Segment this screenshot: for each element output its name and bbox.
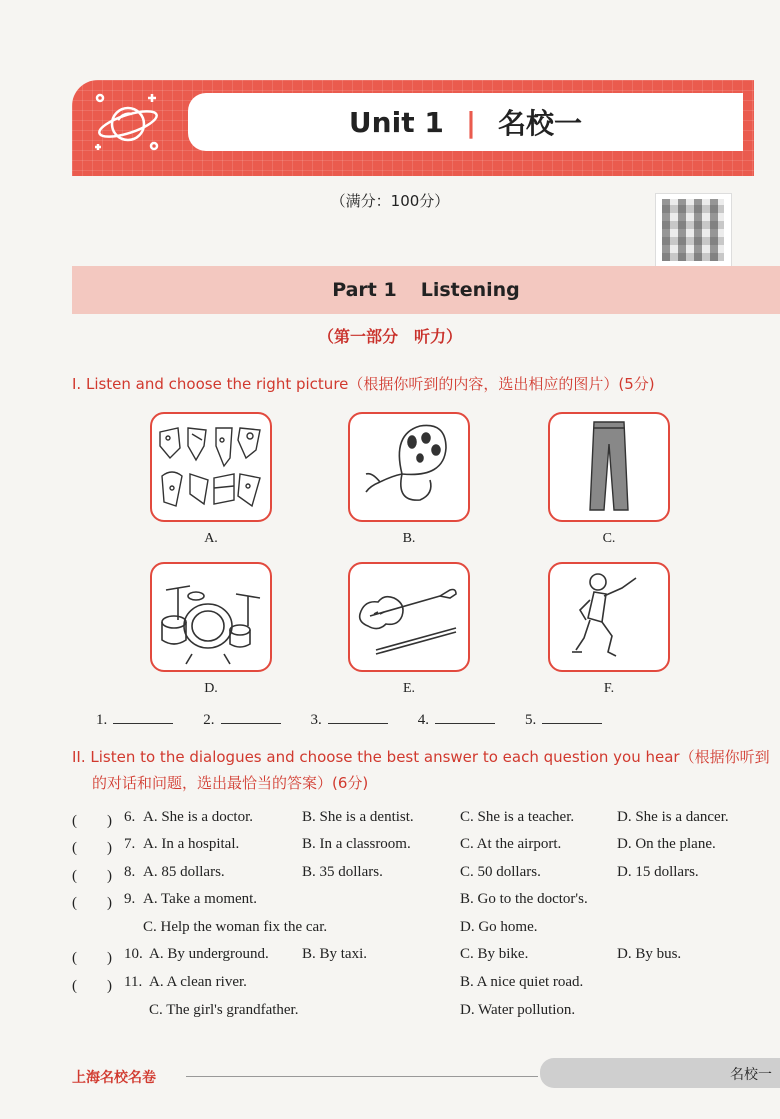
picture-a[interactable] (150, 412, 272, 522)
q8-option-d: D. 15 dollars. (617, 864, 699, 880)
q8-option-c: C. 50 dollars. (460, 864, 541, 880)
q10-option-d: D. By bus. (617, 946, 682, 962)
q11-number: 11. (124, 974, 143, 990)
q6-option-a: A. She is a doctor. (143, 809, 253, 825)
picture-c[interactable] (548, 412, 670, 522)
part-chinese-title: （第一部分 听力） (317, 327, 462, 346)
page-title (188, 93, 743, 151)
part-title: Part 1 (332, 279, 397, 301)
planet-icon (90, 86, 166, 156)
q8-number: 8. (124, 864, 136, 880)
picture-d[interactable] (150, 562, 272, 672)
school-label: 名校一 (498, 107, 583, 140)
q8-option-b: B. 35 dollars. (302, 864, 383, 880)
section2-title-line1: II. Listen to the dialogues and choose the best answer to each question you hear（根据你听到 (72, 748, 770, 766)
q11-option-a: A. A clean river. (149, 974, 247, 990)
blank-3[interactable]: 3. (311, 712, 388, 729)
picture-c-label: C. (602, 531, 616, 546)
dancing-boy-icon (550, 564, 668, 670)
q10-option-b: B. By taxi. (302, 946, 368, 962)
q7-option-a: A. In a hospital. (143, 836, 240, 852)
picture-b-label: B. (402, 531, 416, 546)
butterfly-icon (350, 414, 468, 520)
picture-f[interactable] (548, 562, 670, 672)
q11-option-b: B. A nice quiet road. (460, 974, 584, 990)
answer-paren-6[interactable]: ( ) (72, 813, 112, 829)
blank-2[interactable]: 2. (203, 712, 280, 729)
picture-d-label: D. (204, 681, 218, 696)
picture-e-label: E. (402, 681, 416, 696)
q6-option-c: C. She is a teacher. (460, 809, 575, 825)
header-banner (72, 80, 754, 176)
q6-option-d: D. She is a dancer. (617, 809, 729, 825)
blank-1[interactable]: 1. (96, 712, 173, 729)
footer-book-title: 上海名校名卷 (72, 1070, 156, 1086)
unit-label: Unit 1 (348, 105, 444, 139)
q7-number: 7. (124, 836, 136, 852)
picture-b[interactable] (348, 412, 470, 522)
picture-f-label: F. (603, 681, 615, 696)
scarves-icon (152, 414, 270, 520)
answer-blanks (96, 712, 656, 729)
q9-option-c: C. Help the woman fix the car. (143, 919, 328, 935)
q6-number: 6. (124, 809, 136, 825)
q10-option-a: A. By underground. (149, 946, 269, 962)
answer-paren-11[interactable]: ( ) (72, 978, 112, 994)
q9-option-b: B. Go to the doctor's. (460, 891, 588, 907)
score-note: （满分：100分） (330, 192, 450, 210)
footer-tab (540, 1058, 780, 1088)
answer-paren-8[interactable]: ( ) (72, 868, 112, 884)
footer-section-label: 名校一 (730, 1067, 772, 1083)
q9-option-d: D. Go home. (460, 919, 538, 935)
q6-option-b: B. She is a dentist. (302, 809, 414, 825)
answer-paren-7[interactable]: ( ) (72, 840, 112, 856)
picture-e[interactable] (348, 562, 470, 672)
q11-option-c: C. The girl's grandfather. (149, 1002, 299, 1018)
q7-option-c: C. At the airport. (460, 836, 562, 852)
trousers-icon (550, 414, 668, 520)
q9-option-a: A. Take a moment. (143, 891, 258, 907)
q8-option-a: A. 85 dollars. (143, 864, 225, 880)
section1-title: I. Listen and choose the right picture（根据你听到的内容，选出相应的图片）(5分) (72, 375, 655, 393)
q9-number: 9. (124, 891, 136, 907)
blank-4[interactable]: 4. (418, 712, 495, 729)
section2-title-line2: 的对话和问题，选出最恰当的答案）(6分) (92, 774, 369, 792)
q10-option-c: C. By bike. (460, 946, 529, 962)
footer-divider (186, 1076, 538, 1077)
violin-icon (350, 564, 468, 670)
part-subtitle: Listening (420, 279, 520, 301)
part-header (72, 266, 780, 314)
drum-kit-icon (152, 564, 270, 670)
blank-5[interactable]: 5. (525, 712, 602, 729)
q7-option-d: D. On the plane. (617, 836, 716, 852)
q7-option-b: B. In a classroom. (302, 836, 411, 852)
q11-option-d: D. Water pollution. (460, 1002, 576, 1018)
title-separator: | (465, 105, 477, 139)
picture-a-label: A. (204, 531, 218, 546)
qr-code-icon (662, 199, 724, 261)
answer-paren-10[interactable]: ( ) (72, 950, 112, 966)
answer-paren-9[interactable]: ( ) (72, 895, 112, 911)
q10-number: 10. (124, 946, 143, 962)
